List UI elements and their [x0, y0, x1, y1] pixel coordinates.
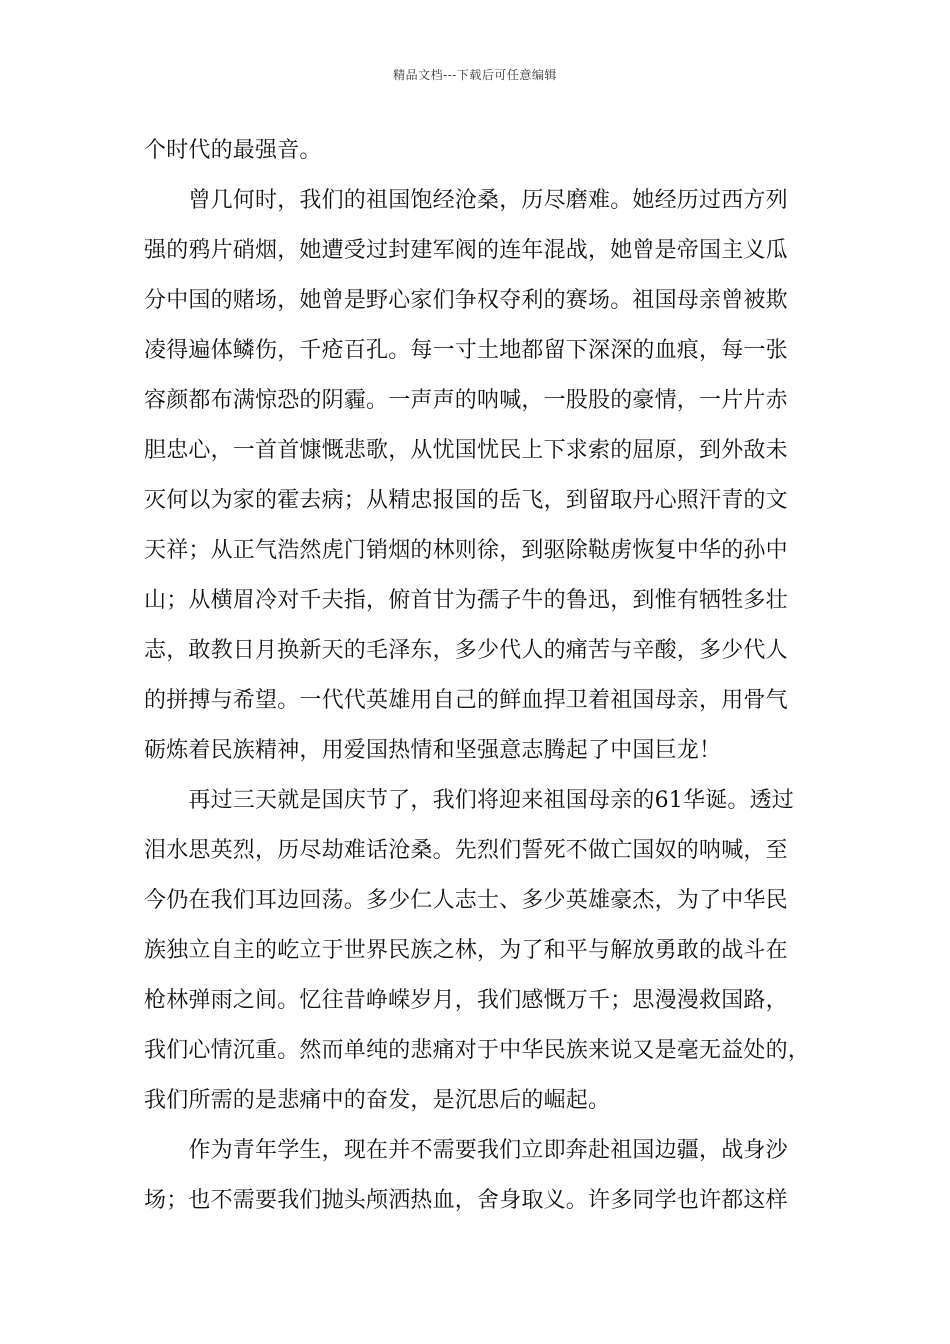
page-header: 精品文档---下载后可任意编辑: [393, 68, 557, 82]
text-line: 志，敢教日月换新天的毛泽东，多少代人的痛苦与辛酸，多少代人: [144, 638, 788, 663]
text-line: 凌得遍体鳞伤，千疮百孔。每一寸土地都留下深深的血痕，每一张: [144, 338, 788, 363]
text-line: 族独立自主的屹立于世界民族之林，为了和平与解放勇敢的战斗在: [144, 938, 788, 963]
text-line: 泪水思英烈，历尽劫难话沧桑。先烈们誓死不做亡国奴的呐喊，至: [144, 838, 788, 863]
text-line: 今仍在我们耳边回荡。多少仁人志士、多少英雄豪杰，为了中华民: [144, 888, 788, 913]
text-line: 我们心情沉重。然而单纯的悲痛对于中华民族来说又是毫无益处的，: [144, 1038, 811, 1063]
body-text: [144, 126, 811, 1226]
text-line: 山；从横眉冷对千夫指，俯首甘为孺子牛的鲁迅，到惟有牺牲多壮: [144, 588, 788, 613]
text-line: 我们所需的是悲痛中的奋发，是沉思后的崛起。: [144, 1088, 611, 1113]
text-line: 的拼搏与希望。一代代英雄用自己的鲜血捍卫着祖国母亲，用骨气: [144, 688, 788, 713]
text-line: 枪林弹雨之间。忆往昔峥嵘岁月，我们感慨万千；思漫漫救国路，: [144, 988, 788, 1013]
text-line: 强的鸦片硝烟，她遭受过封建军阀的连年混战，她曾是帝国主义瓜: [144, 238, 788, 263]
text-line: 个时代的最强音。: [144, 138, 322, 163]
text-line: 灭何以为家的霍去病；从精忠报国的岳飞，到留取丹心照汗青的文: [144, 488, 788, 513]
text-line: 胆忠心，一首首慷慨悲歌，从忧国忧民上下求索的屈原，到外敌未: [144, 438, 788, 463]
text-line: 砺炼着民族精神，用爱国热情和坚强意志腾起了中国巨龙！: [144, 738, 722, 763]
text-line: 分中国的赌场，她曾是野心家们争权夺利的赛场。祖国母亲曾被欺: [144, 288, 788, 313]
text-line: 容颜都布满惊恐的阴霾。一声声的呐喊，一股股的豪情，一片片赤: [144, 388, 788, 413]
text-line: 场；也不需要我们抛头颅洒热血，舍身取义。许多同学也许都这样: [144, 1188, 788, 1213]
text-line: 作为青年学生，现在并不需要我们立即奔赴祖国边疆，战身沙: [144, 1138, 788, 1163]
text-line: 天祥；从正气浩然虎门销烟的林则徐，到驱除鞑虏恢复中华的孙中: [144, 538, 788, 563]
text-line: 再过三天就是国庆节了，我们将迎来祖国母亲的61华诞。透过: [144, 788, 794, 813]
text-line: 曾几何时，我们的祖国饱经沧桑，历尽磨难。她经历过西方列: [144, 188, 788, 213]
